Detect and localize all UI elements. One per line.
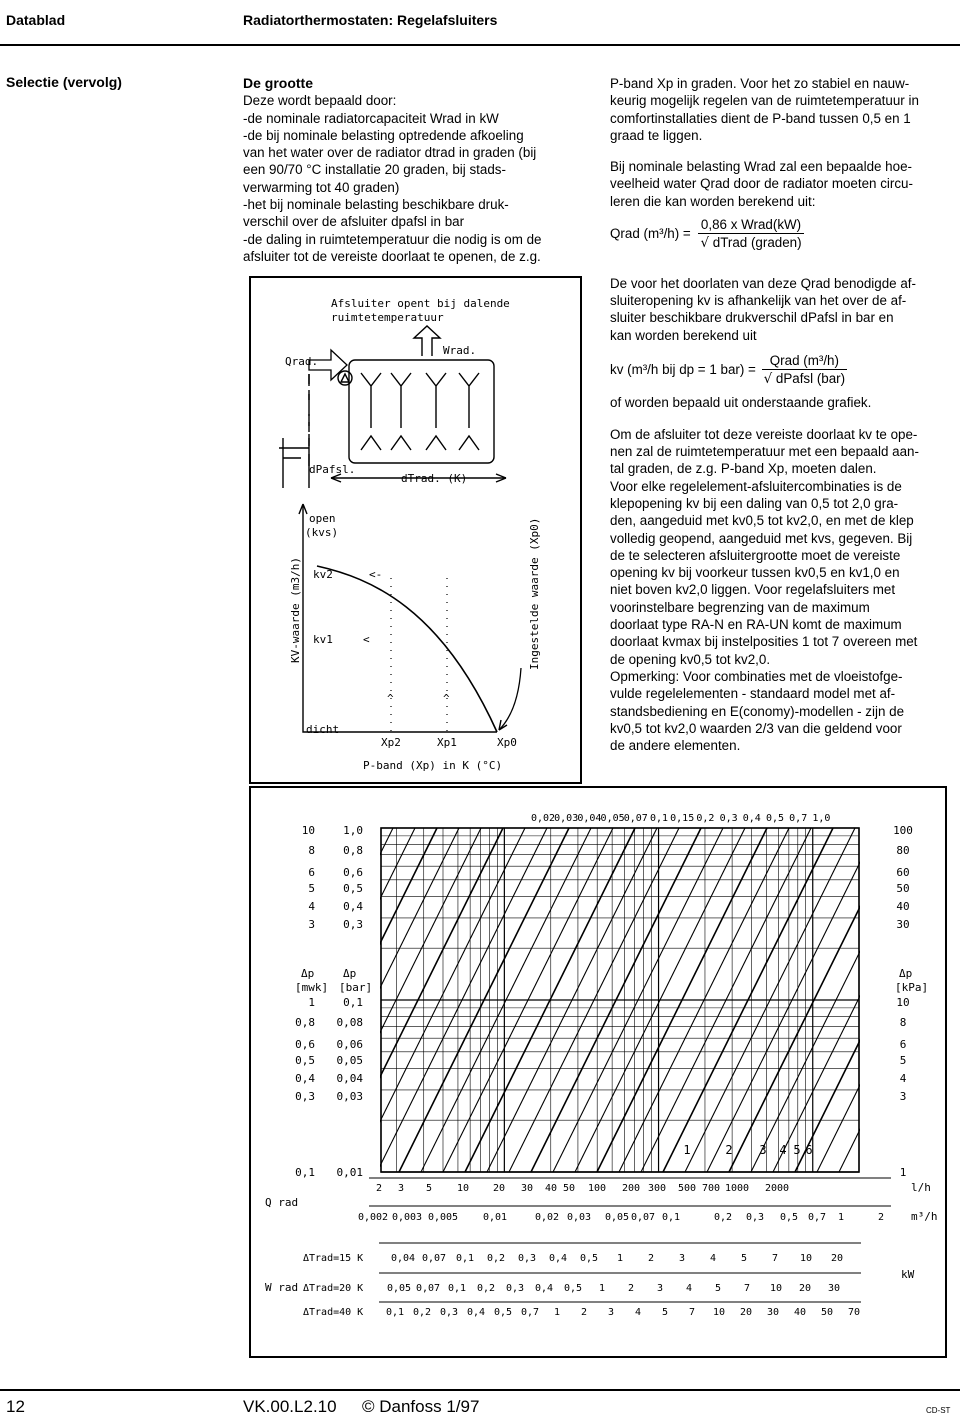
flow-lh-tick: 500: [677, 1183, 697, 1194]
kv1-arrow: <: [363, 633, 370, 646]
right-scale-b: 10: [896, 996, 910, 1009]
xp-text-line: doorlaat type RA-N en RA-UN komt de maximum: [610, 617, 902, 633]
xp1-caret: ^: [443, 692, 450, 705]
flow-lh-tick: 700: [701, 1183, 721, 1194]
xp-text-line: nen zal de ruimtetemperatuur met een bepaald aan-: [610, 444, 919, 460]
dtrad40-tick: 50: [820, 1307, 834, 1318]
dtrad15-tick: 7: [771, 1253, 779, 1264]
dtrad15-tick: 0,5: [579, 1253, 599, 1264]
dtrad15-tick: 5: [740, 1253, 748, 1264]
left-scale-a: 4: [308, 900, 315, 913]
small-code: CD-ST: [926, 1406, 951, 1415]
paragraph-kv: [610, 275, 960, 344]
dtrad40-tick: 30: [766, 1307, 780, 1318]
dtrad15-tick: 1: [616, 1253, 624, 1264]
top-kv-label: 0,02: [530, 813, 556, 824]
dtrad15-tick: 0,4: [548, 1253, 568, 1264]
dtrad40-tick: 5: [661, 1307, 669, 1318]
dtrad40-tick: 0,4: [466, 1307, 486, 1318]
diagram-title-1: Afsluiter opent bij dalende: [331, 297, 510, 310]
dtrad40-tick: 40: [793, 1307, 807, 1318]
dtrad40-tick: 7: [688, 1307, 696, 1318]
dtrad-label: dTrad. (K): [401, 472, 468, 485]
left-text-line: -de daling in ruimtetemperatuur die nodig is om de: [243, 231, 542, 247]
flow-lh-tick: 30: [520, 1183, 534, 1194]
left-text-line: -de bij nominale belasting optredende afkoeling: [243, 127, 524, 143]
dtrad40-tick: 0,1: [385, 1307, 405, 1318]
wrad-label: Wrad.: [443, 344, 477, 357]
top-kv-label: 0,03: [554, 813, 579, 824]
kw-unit: kW: [901, 1268, 915, 1281]
left-scale-c: 0,8: [295, 1016, 315, 1029]
setting-number: 1: [683, 1143, 691, 1157]
left-text-line: verschil over de afsluiter dpafsl in bar: [243, 214, 465, 230]
nomogram-svg: [251, 788, 945, 1356]
flow-m3h-tick: 0,005: [427, 1212, 459, 1223]
left-scale-c: 0,5: [295, 1054, 315, 1067]
xp-text-line: Om de afsluiter tot deze vereiste doorlaat kv te ope-: [610, 426, 918, 442]
xp-text-line: Voor elke regelelement-afsluitercombinaties is de: [610, 478, 902, 494]
top-kv-label: 1,0: [812, 813, 831, 824]
kv2-arrow: <-: [369, 568, 383, 581]
formula-qrad-numerator: 0,86 x Wrad(kW): [698, 216, 803, 234]
dtrad20-tick: 20: [798, 1283, 812, 1294]
dp-mwk-head: Δp: [301, 967, 315, 980]
left-scale-d: 0,05: [336, 1054, 363, 1067]
section-heading: De grootte: [243, 75, 313, 91]
left-scale-b: 0,4: [343, 900, 363, 913]
dtrad20-tick: 1: [598, 1283, 606, 1294]
dtrad20-tick: 0,07: [415, 1283, 441, 1294]
dp-bar-head: Δp: [343, 967, 357, 980]
left-scale-b: 0,3: [343, 918, 363, 931]
pband-text-line: graad te liggen.: [610, 127, 703, 143]
flow-lh-tick: 1000: [724, 1183, 750, 1194]
dtrad40-tick: 2: [580, 1307, 588, 1318]
open-label: open: [309, 512, 336, 525]
dp-kpa-head: Δp: [899, 967, 913, 980]
left-text-line: -het bij nominale belasting beschikbare druk-: [243, 197, 509, 213]
valve-diagram-svg: [251, 278, 580, 782]
dpafsl-label: dPafsl.: [309, 463, 356, 476]
xp-text-line: niet boven kv2,0 liggen. Voor regelafsluiters met: [610, 582, 896, 598]
paragraph-pband: [610, 75, 960, 144]
dtrad15-tick: 10: [799, 1253, 813, 1264]
top-kv-label: 0,15: [670, 813, 695, 824]
xp-text-line: de te selecteren afsluitergrootte moet de vereiste: [610, 547, 901, 563]
diagram-title-2: ruimtetemperatuur: [331, 311, 444, 324]
flow-lh-tick: 50: [562, 1183, 576, 1194]
top-kv-label: 0,05: [600, 813, 625, 824]
left-text-line: verwarming tot 40 graden): [243, 179, 400, 195]
top-kv-label: 0,2: [696, 813, 715, 824]
dtrad40-tick: 4: [634, 1307, 642, 1318]
xp1-label: Xp1: [437, 736, 457, 749]
flow-m3h-tick: 0,7: [807, 1212, 827, 1223]
left-scale-a: 8: [308, 844, 315, 857]
left-scale-d: 0,1: [343, 996, 363, 1009]
doc-title: Radiatorthermostaten: Regelafsluiters: [243, 12, 498, 28]
left-scale-a: 3: [308, 918, 315, 931]
right-scale-a: 100: [893, 824, 913, 837]
flow-m3h-tick: 0,003: [391, 1212, 423, 1223]
top-kv-label: 0,4: [742, 813, 761, 824]
qrad-label: Qrad.: [285, 355, 319, 368]
flow-m3h-tick: 0,03: [566, 1212, 592, 1223]
xp-text-line: opening kv bij voorkeur tussen kv0,5 en kv1,0 en: [610, 565, 900, 581]
flow-lh-tick: 100: [587, 1183, 607, 1194]
valve-characteristic-diagram: [249, 276, 582, 784]
dtrad15-tick: 2: [647, 1253, 655, 1264]
xp-text-line: doorlaat kvmax bij instelposities 1 tot 7 overeen met: [610, 634, 918, 650]
right-column-text: [610, 75, 960, 754]
flow-lh-tick: 40: [544, 1183, 558, 1194]
left-scale-b: 0,8: [343, 844, 363, 857]
xp-text-line: Opmerking: Voor combinaties met de vloeistofge-: [610, 668, 903, 684]
setting-number: 3: [759, 1143, 767, 1157]
kv-text-line: sluiteropening kv is afhankelijk van het over de af-: [610, 292, 907, 308]
dtrad40-tick: 20: [739, 1307, 753, 1318]
dtrad40-tick: 10: [712, 1307, 726, 1318]
formula-qrad-denominator: dTrad (graden): [712, 235, 802, 251]
paragraph-xp: [610, 426, 960, 755]
top-kv-label: 0,1: [649, 813, 669, 824]
dtrad20-tick: 3: [656, 1283, 664, 1294]
qrad-text-line: veelheid water Qrad door de radiator moeten circu-: [610, 176, 913, 192]
top-kv-label: 0,04: [577, 813, 602, 824]
flow-m3h-tick: 0,05: [604, 1212, 630, 1223]
kv-nomogram: [249, 786, 947, 1358]
dtrad20-tick: 0,05: [386, 1283, 412, 1294]
dicht-label: dicht: [306, 723, 340, 736]
dtrad15-tick: 0,2: [486, 1253, 506, 1264]
flow-m3h-tick: 0,2: [713, 1212, 733, 1223]
top-kv-label: 0,5: [765, 813, 785, 824]
left-text-line: -de nominale radiatorcapaciteit Wrad in kW: [243, 110, 499, 126]
right-scale-a: 50: [896, 882, 910, 895]
dtrad15-tick: 0,07: [421, 1253, 447, 1264]
xp-text-line: kv0,5 tot kv2,0 waarden 2/3 van die geldend voor: [610, 720, 902, 736]
left-scale-c: 0,3: [295, 1090, 315, 1103]
copyright: © Danfoss 1/97: [362, 1397, 480, 1416]
xp-text-line: voorinstelbare begrenzing van de maximum: [610, 599, 870, 615]
left-scale-a: 5: [308, 882, 315, 895]
dtrad20-tick: 2: [627, 1283, 635, 1294]
xp-text-line: vulde regelelementen - standaard model met af-: [610, 686, 896, 702]
doc-type: Datablad: [6, 12, 66, 28]
right-scale-a: 80: [896, 844, 910, 857]
flow-m3h-tick: 1: [837, 1212, 845, 1223]
right-scale-b: 8: [899, 1016, 907, 1029]
document-code: VK.00.L2.10: [243, 1397, 337, 1416]
left-scale-d: 0,06: [336, 1038, 363, 1051]
kv-text-line: sluiter beschikbare drukverschil dPafsl in bar en: [610, 310, 894, 326]
kv-axis-label: KV-waarde (m3/h): [289, 557, 302, 663]
left-text-line: afsluiter tot de vereiste doorlaat te openen, de z.g.: [243, 248, 541, 264]
footer-rule: [0, 1389, 960, 1391]
dp-bar-unit: [bar]: [339, 981, 373, 994]
bottom-mwk: 0,1: [295, 1166, 315, 1179]
left-column-text: [243, 75, 588, 265]
dtrad20-tick: 0,1: [447, 1283, 467, 1294]
flow-m3h-tick: 0,002: [357, 1212, 389, 1223]
pband-text-line: comfortinstallaties dient de P-band tussen 0,5 en 1: [610, 110, 911, 126]
flow-m3h-tick: 0,3: [745, 1212, 765, 1223]
setting-number: 4: [779, 1143, 787, 1157]
flow-lh-tick: 10: [456, 1183, 470, 1194]
dtrad20-tick: 30: [827, 1283, 841, 1294]
left-text-line: van het water over de radiator dtrad in graden (bij: [243, 145, 537, 161]
right-scale-a: 40: [896, 900, 910, 913]
xp-text-line: klepopening kv bij een daling van 0,5 tot 2,0 gra-: [610, 495, 899, 511]
top-kv-label: 0,7: [789, 813, 808, 824]
left-paragraph: [243, 92, 588, 265]
paragraph-qrad: [610, 158, 960, 210]
dtrad20-tick: 5: [714, 1283, 722, 1294]
xp-text-line: de opening kv0,5 tot kv2,0.: [610, 651, 771, 667]
qrad-axis-label: Q rad: [265, 1196, 299, 1209]
kv1-label: kv1: [313, 633, 333, 646]
dtrad15-tick: 20: [830, 1253, 844, 1264]
xp-text-line: standsbediening en E(conomy)-modellen - zijn de: [610, 703, 905, 719]
xp-text-line: den, aangeduid met kv0,5 tot kv2,0, en met de klep: [610, 513, 914, 529]
bottom-bar: 0,01: [336, 1166, 363, 1179]
right-scale-b: 4: [899, 1072, 907, 1085]
left-scale-a: 10: [301, 824, 315, 837]
pband-text-line: P-band Xp in graden. Voor het zo stabiel en nauw-: [610, 76, 910, 91]
dtrad40-tick: 0,7: [520, 1307, 540, 1318]
xp-text-line: de andere elementen.: [610, 738, 741, 754]
dtrad20-tick: 7: [743, 1283, 751, 1294]
formula-kv-denominator: dPafsl (bar): [775, 371, 846, 387]
flow-m3h-tick: 0,5: [779, 1212, 799, 1223]
formula-kv: kv (m³/h bij dp = 1 bar) = $\frac{\text{Qrad (m³/h)}}{\text{√ dPafsl (bar)}}$: [610, 352, 846, 388]
dtrad15-tick: 3: [678, 1253, 686, 1264]
pband-text-line: keurig mogelijk regelen van de ruimtetemperatuur in: [610, 93, 919, 109]
xp-text-line: tal graden, de z.g. P-band Xp, moeten dalen.: [610, 461, 877, 477]
xp2-label: Xp2: [381, 736, 401, 749]
xp-text-line: volledig geopend, aangeduid met kvs, gegeven. Bij: [610, 530, 913, 546]
kv2-label: kv2: [313, 568, 333, 581]
flow-m3h-tick: 0,02: [534, 1212, 560, 1223]
flow-lh-unit: l/h: [911, 1181, 931, 1194]
flow-lh-tick: 2000: [764, 1183, 790, 1194]
dtrad20-tick: 10: [769, 1283, 783, 1294]
right-scale-b: 3: [899, 1090, 907, 1103]
kv-text-line: De voor het doorlaten van deze Qrad benodigde af-: [610, 275, 916, 291]
kv-text-line: kan worden berekend uit: [610, 327, 757, 343]
flow-lh-tick: 3: [397, 1183, 405, 1194]
left-scale-c: 0,6: [295, 1038, 315, 1051]
flow-m3h-tick: 0,01: [482, 1212, 508, 1223]
left-scale-d: 0,08: [336, 1016, 363, 1029]
dtrad40-tick: 0,5: [493, 1307, 513, 1318]
dtrad20-tick: 0,2: [476, 1283, 496, 1294]
dtrad15-label: ΔTrad=15 K: [303, 1253, 364, 1264]
right-scale-b: 5: [899, 1054, 907, 1067]
dp-kpa-unit: [kPa]: [895, 981, 929, 994]
formula-kv-lhs: kv (m³/h bij dp = 1 bar) =: [610, 361, 756, 377]
flow-m3h-tick: 0,07: [630, 1212, 656, 1223]
left-scale-b: 0,6: [343, 866, 363, 879]
dtrad40-tick: 70: [847, 1307, 861, 1318]
flow-m3h-tick: 0,1: [661, 1212, 681, 1223]
right-scale-b: 6: [899, 1038, 907, 1051]
left-scale-c: 1: [308, 996, 315, 1009]
dtrad15-tick: 0,3: [517, 1253, 537, 1264]
setting-number: 5: [793, 1143, 801, 1157]
dtrad20-tick: 0,4: [534, 1283, 554, 1294]
setting-number: 6: [805, 1143, 813, 1157]
wrad-axis-label: W rad: [265, 1281, 299, 1294]
pband-axis-label: P-band (Xp) in K (°C): [363, 759, 503, 772]
paragraph-graph-ref: of worden bepaald uit onderstaande grafiek.: [610, 395, 872, 411]
flow-m3h-unit: m³/h: [911, 1210, 938, 1223]
dp-mwk-unit: [mwk]: [295, 981, 329, 994]
dtrad20-tick: 0,5: [563, 1283, 583, 1294]
setting-number: 2: [725, 1143, 733, 1157]
dtrad15-tick: 0,1: [455, 1253, 475, 1264]
section-title: Selectie (vervolg): [6, 74, 122, 90]
flow-lh-tick: 20: [492, 1183, 506, 1194]
bottom-kpa: 1: [899, 1166, 907, 1179]
right-scale-a: 30: [896, 918, 910, 931]
left-scale-b: 0,5: [343, 882, 363, 895]
ingestelde-label: Ingestelde waarde (Xp0): [528, 517, 541, 670]
header-rule: [0, 44, 960, 46]
left-scale-c: 0,4: [295, 1072, 315, 1085]
formula-qrad: Qrad (m³/h) = $\frac{\text{0,86 x Wrad(kW)}}{\text{√ dTrad (graden)}}$: [610, 217, 802, 252]
kvs-label: (kvs): [305, 526, 339, 539]
left-scale-d: 0,04: [336, 1072, 363, 1085]
flow-lh-tick: 300: [647, 1183, 667, 1194]
top-kv-label: 0,07: [623, 813, 648, 824]
dtrad15-tick: 4: [709, 1253, 717, 1264]
top-kv-label: 0,3: [719, 813, 738, 824]
right-scale-a: 60: [896, 866, 910, 879]
dtrad40-tick: 0,2: [412, 1307, 432, 1318]
left-scale-a: 6: [308, 866, 315, 879]
qrad-text-line: Bij nominale belasting Wrad zal een bepaalde hoe-: [610, 159, 912, 175]
dtrad40-tick: 3: [607, 1307, 615, 1318]
dtrad20-tick: 0,3: [505, 1283, 525, 1294]
xp2-caret: ^: [387, 692, 394, 705]
page-number: 12: [6, 1397, 25, 1416]
left-scale-b: 1,0: [343, 824, 363, 837]
dtrad40-tick: 1: [553, 1307, 561, 1318]
dtrad15-tick: 0,04: [390, 1253, 416, 1264]
qrad-text-line: leren die kan worden berekend uit:: [610, 193, 816, 209]
dtrad40-label: ΔTrad=40 K: [303, 1307, 364, 1318]
formula-qrad-lhs: Qrad (m³/h) =: [610, 225, 691, 241]
flow-lh-tick: 5: [425, 1183, 433, 1194]
left-scale-d: 0,03: [336, 1090, 363, 1103]
formula-kv-numerator: Qrad (m³/h): [762, 352, 848, 370]
left-text-line: een 90/70 °C installatie 20 graden, bij stads-: [243, 162, 506, 178]
dtrad40-tick: 0,3: [439, 1307, 459, 1318]
dtrad20-label: ΔTrad=20 K: [303, 1283, 364, 1294]
left-text-line: Deze wordt bepaald door:: [243, 93, 397, 109]
xp0-label: Xp0: [497, 736, 517, 749]
flow-lh-tick: 200: [621, 1183, 641, 1194]
flow-m3h-tick: 2: [877, 1212, 885, 1223]
flow-lh-tick: 2: [375, 1183, 383, 1194]
dtrad20-tick: 4: [685, 1283, 693, 1294]
